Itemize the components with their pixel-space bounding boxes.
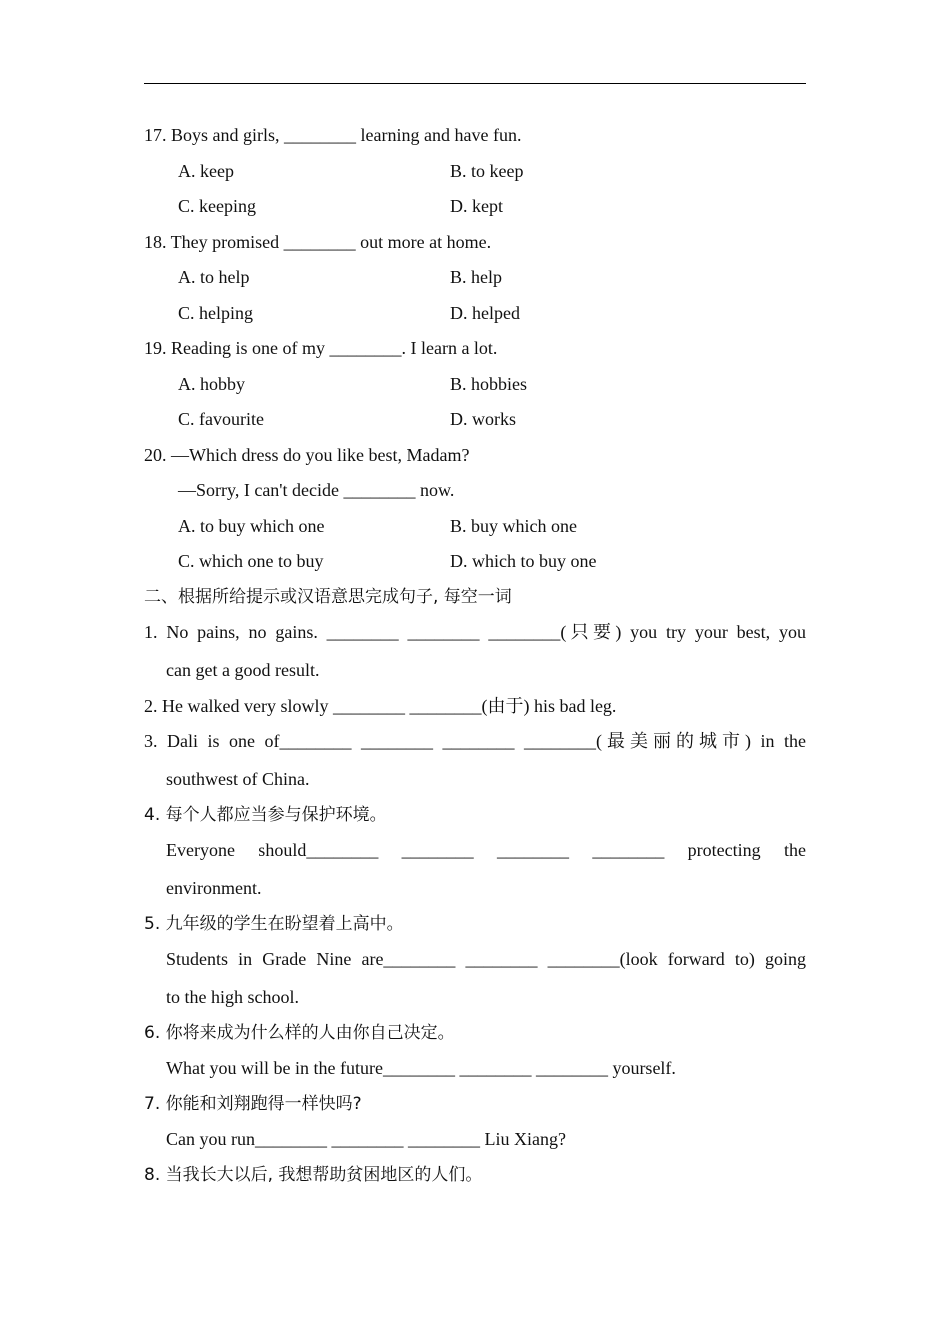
question-19-stem: 19. Reading is one of my ________. I learn a lot. bbox=[144, 338, 498, 358]
section-2-item-1-line-1: 1. No pains, no gains. ________ ________ ________(只要) you try your best, you bbox=[144, 622, 806, 642]
question-20-options-row-1 bbox=[144, 509, 806, 545]
question-17-option-a[interactable]: A. keep bbox=[178, 160, 234, 181]
question-18-stem: 18. They promised ________ out more at home. bbox=[144, 231, 492, 252]
question-20-option-c[interactable]: C. which one to buy bbox=[178, 551, 324, 571]
section-2-item-3-line-2: southwest of China. bbox=[166, 768, 310, 789]
section-2-item-3-line-1: 3. Dali is one of________ ________ ________ ________(最美丽的城市) in the bbox=[144, 731, 806, 751]
section-2-item-8-prompt: 8. 当我长大以后, 我想帮助贫困地区的人们。 bbox=[144, 1164, 483, 1185]
question-17-option-b[interactable]: B. to keep bbox=[450, 160, 524, 181]
section-2-item-6-prompt: 6. 你将来成为什么样的人由你自己决定。 bbox=[144, 1022, 455, 1043]
question-19-options-row-2 bbox=[144, 402, 806, 438]
section-2-item-7-line-1: Can you run________ ________ ________ Liu Xiang? bbox=[166, 1129, 566, 1149]
section-2-item-5-line-1: Students in Grade Nine are________ ________ ________(look forward to) going bbox=[166, 949, 806, 969]
question-18-options-row-2 bbox=[144, 296, 806, 332]
question-18-option-c[interactable]: C. helping bbox=[178, 302, 253, 323]
question-17-option-d[interactable]: D. kept bbox=[450, 196, 503, 216]
question-17-options-row-2 bbox=[144, 189, 806, 225]
header-rule bbox=[144, 83, 806, 84]
question-18-option-a[interactable]: A. to help bbox=[178, 267, 250, 287]
question-20-stem-reply: —Sorry, I can't decide ________ now. bbox=[178, 480, 455, 500]
question-20-options-row-2 bbox=[144, 544, 806, 580]
question-17-options-row-1 bbox=[144, 154, 806, 190]
question-18-options-row-1 bbox=[144, 260, 806, 296]
section-2-item-4-line-2: environment. bbox=[166, 877, 262, 898]
question-19-option-c[interactable]: C. favourite bbox=[178, 409, 264, 429]
question-20-option-a[interactable]: A. to buy which one bbox=[178, 515, 325, 536]
section-2-item-4-line-1: Everyone should________ ________ ________ ________ protecting the bbox=[166, 840, 806, 860]
question-20-option-b[interactable]: B. buy which one bbox=[450, 515, 577, 536]
section-2-item-5-prompt: 5. 九年级的学生在盼望着上高中。 bbox=[144, 913, 404, 934]
question-17-stem: 17. Boys and girls, ________ learning and have fun. bbox=[144, 125, 522, 145]
question-18-option-b[interactable]: B. help bbox=[450, 267, 502, 287]
question-18-option-d[interactable]: D. helped bbox=[450, 302, 520, 323]
section-2-item-7-prompt: 7. 你能和刘翔跑得一样快吗? bbox=[144, 1093, 362, 1114]
question-20-stem: 20. —Which dress do you like best, Madam? bbox=[144, 444, 470, 465]
question-19-option-d[interactable]: D. works bbox=[450, 409, 516, 429]
question-17-option-c[interactable]: C. keeping bbox=[178, 196, 256, 216]
question-20-option-d[interactable]: D. which to buy one bbox=[450, 551, 597, 571]
section-2-item-2-line-1: 2. He walked very slowly ________ ________(由于) his bad leg. bbox=[144, 695, 617, 716]
section-2-item-6-line-1: What you will be in the future________ ________ ________ yourself. bbox=[166, 1058, 676, 1078]
document-body bbox=[144, 118, 806, 1193]
question-19-option-b[interactable]: B. hobbies bbox=[450, 373, 528, 394]
question-19-option-a[interactable]: A. hobby bbox=[178, 373, 245, 394]
section-2-heading: 二、根据所给提示或汉语意思完成句子, 每空一词 bbox=[144, 586, 512, 607]
section-2-item-1-line-2: can get a good result. bbox=[166, 659, 320, 680]
section-2-item-4-prompt: 4. 每个人都应当参与保护环境。 bbox=[144, 804, 387, 825]
question-19-options-row-1 bbox=[144, 367, 806, 403]
section-2-item-5-line-2: to the high school. bbox=[166, 986, 299, 1007]
